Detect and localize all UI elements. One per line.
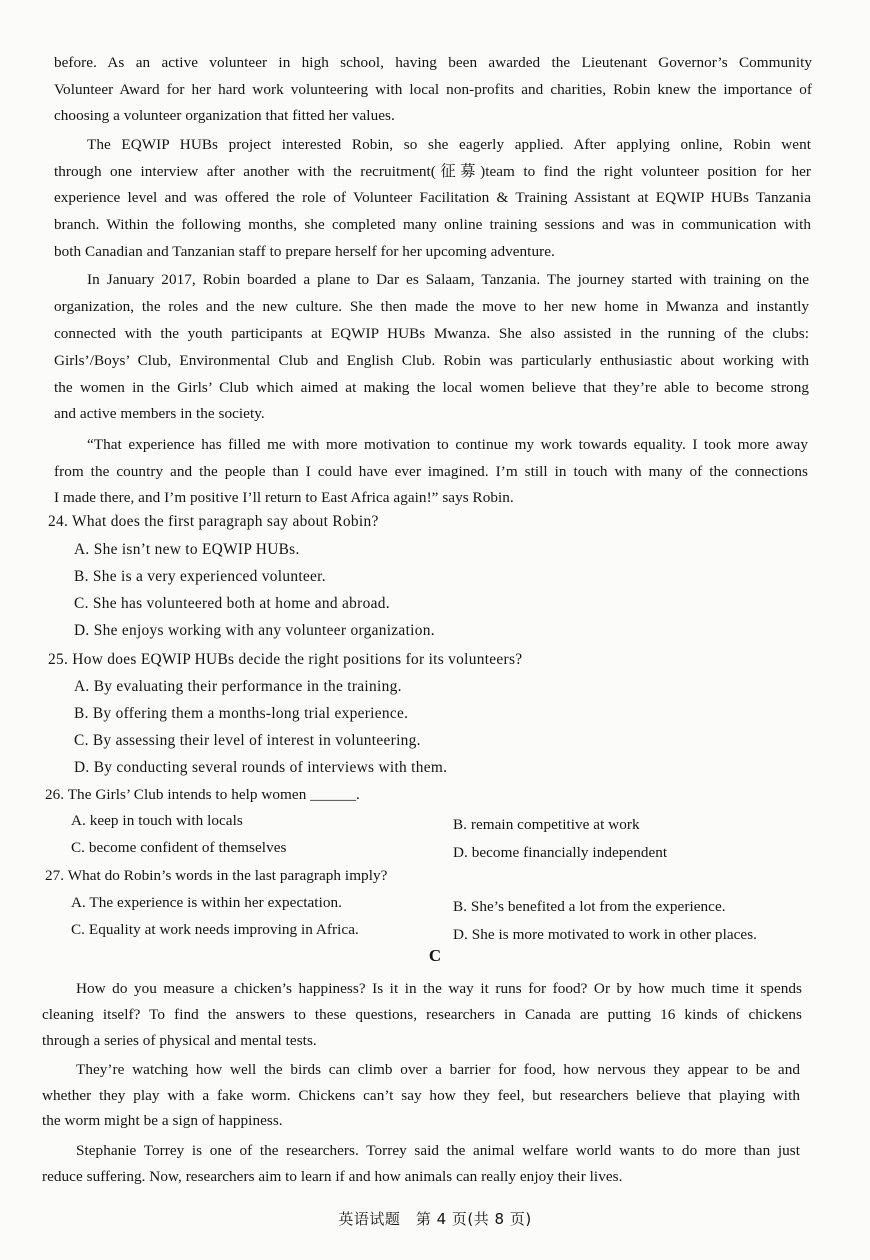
option-27b[interactable]: B. She’s benefited a lot from the experience. [453,898,726,915]
question-stem: The Girls’ Club intends to help women ______. [67,786,360,803]
option-26a[interactable]: A. keep in touch with locals [71,812,243,829]
passage-b-p1-line3: choosing a volunteer organization that fitted her values. [54,107,395,124]
question-stem: How does EQWIP HUBs decide the right positions for its volunteers? [72,651,523,668]
passage-b-p4-line1: “That experience has filled me with more motivation to continue my work towards equality. I took more away [87,436,808,453]
passage-b-p3-line3: connected with the youth participants at EQWIP HUBs Mwanza. She also assisted in the running of the clubs: [54,325,809,342]
passage-b-p1-line1: before. As an active volunteer in high school, having been awarded the Lieutenant Governor’s Community [54,54,812,71]
passage-b-p3-line4: Girls’/Boys’ Club, Environmental Club and English Club. Robin was particularly enthusiastic about working with [54,352,809,369]
passage-b-p2-line4: branch. Within the following months, she completed many online training sessions and was in communication with [54,216,811,233]
passage-c-p2-line2: whether they play with a fake worm. Chickens can’t say how they feel, but researchers believe that playing with [42,1087,800,1104]
option-24d[interactable]: D. She enjoys working with any volunteer organization. [74,622,435,639]
passage-b-p3-line2: organization, the roles and the new culture. She then made the move to her new home in Mwanza and instantly [54,298,809,315]
passage-b-p2-line2: through one interview after another with the recruitment(征募)team to find the right volunteer position for her [54,163,811,180]
passage-b-p4-line3: I made there, and I’m positive I’ll return to East Africa again!” says Robin. [54,489,514,506]
passage-c-p3-line1: Stephanie Torrey is one of the researchers. Torrey said the animal welfare world wants to do more than just [76,1142,800,1159]
passage-b-p3-line6: and active members in the society. [54,405,265,422]
passage-b-p3-line1: In January 2017, Robin boarded a plane to Dar es Salaam, Tanzania. The journey started with training on the [87,271,809,288]
passage-c-p3-line2: reduce suffering. Now, researchers aim to learn if and how animals can really enjoy their lives. [42,1168,623,1185]
section-heading-c: C [428,946,442,965]
passage-c-p2-line3: the worm might be a sign of happiness. [42,1112,283,1129]
question-number: 27. [45,867,65,884]
question-stem: What does the first paragraph say about Robin? [72,513,379,530]
page-footer: 英语试题 第 4 页(共 8 页) [338,1210,532,1228]
option-24b[interactable]: B. She is a very experienced volunteer. [74,568,326,585]
question-24 [48,512,379,532]
passage-c-p2-line1: They’re watching how well the birds can climb over a barrier for food, how nervous they appear to be and [76,1061,800,1078]
passage-b-p2-line5: both Canadian and Tanzanian staff to prepare herself for her upcoming adventure. [54,243,555,260]
question-26 [45,785,360,805]
option-25b[interactable]: B. By offering them a months-long trial experience. [74,705,409,722]
passage-c-p1-line2: cleaning itself? To find the answers to these questions, researchers in Canada are putting 16 kinds of chickens [42,1006,802,1023]
passage-b-p2-line1: The EQWIP HUBs project interested Robin, so she eagerly applied. After applying online, Robin went [87,136,811,153]
option-25d[interactable]: D. By conducting several rounds of interviews with them. [74,759,448,776]
question-27 [45,866,387,886]
question-stem: What do Robin’s words in the last paragraph imply? [67,867,388,884]
option-24c[interactable]: C. She has volunteered both at home and abroad. [74,595,390,612]
option-26d[interactable]: D. become financially independent [453,844,668,861]
option-26b[interactable]: B. remain competitive at work [453,816,640,833]
option-27d[interactable]: D. She is more motivated to work in other places. [453,926,758,943]
option-27a[interactable]: A. The experience is within her expectation. [71,894,342,911]
passage-b-p1-line2: Volunteer Award for her hard work volunteering with local non-profits and charities, Robin knew the importance of [54,81,812,98]
option-25a[interactable]: A. By evaluating their performance in the training. [74,678,402,695]
passage-b-p4-line2: from the country and the people than I could have ever imagined. I’m still in touch with many of the connections [54,463,808,480]
passage-b-p2-line3: experience level and was offered the role of Volunteer Facilitation & Training Assistant at EQWIP HUBs Tanzania [54,189,811,206]
question-number: 25. [48,651,69,668]
question-number: 26. [45,786,65,803]
option-25c[interactable]: C. By assessing their level of interest in volunteering. [74,732,421,749]
option-24a[interactable]: A. She isn’t new to EQWIP HUBs. [74,541,300,558]
passage-c-p1-line1: How do you measure a chicken’s happiness? Is it in the way it runs for food? Or by how much time it spends [76,980,802,997]
question-number: 24. [48,513,69,530]
passage-b-p3-line5: the women in the Girls’ Club which aimed at making the local women believe that they’re able to become strong [54,379,809,396]
option-27c[interactable]: C. Equality at work needs improving in Africa. [71,921,359,938]
option-26c[interactable]: C. become confident of themselves [71,839,287,856]
passage-c-p1-line3: through a series of physical and mental tests. [42,1032,317,1049]
question-25 [48,650,522,670]
